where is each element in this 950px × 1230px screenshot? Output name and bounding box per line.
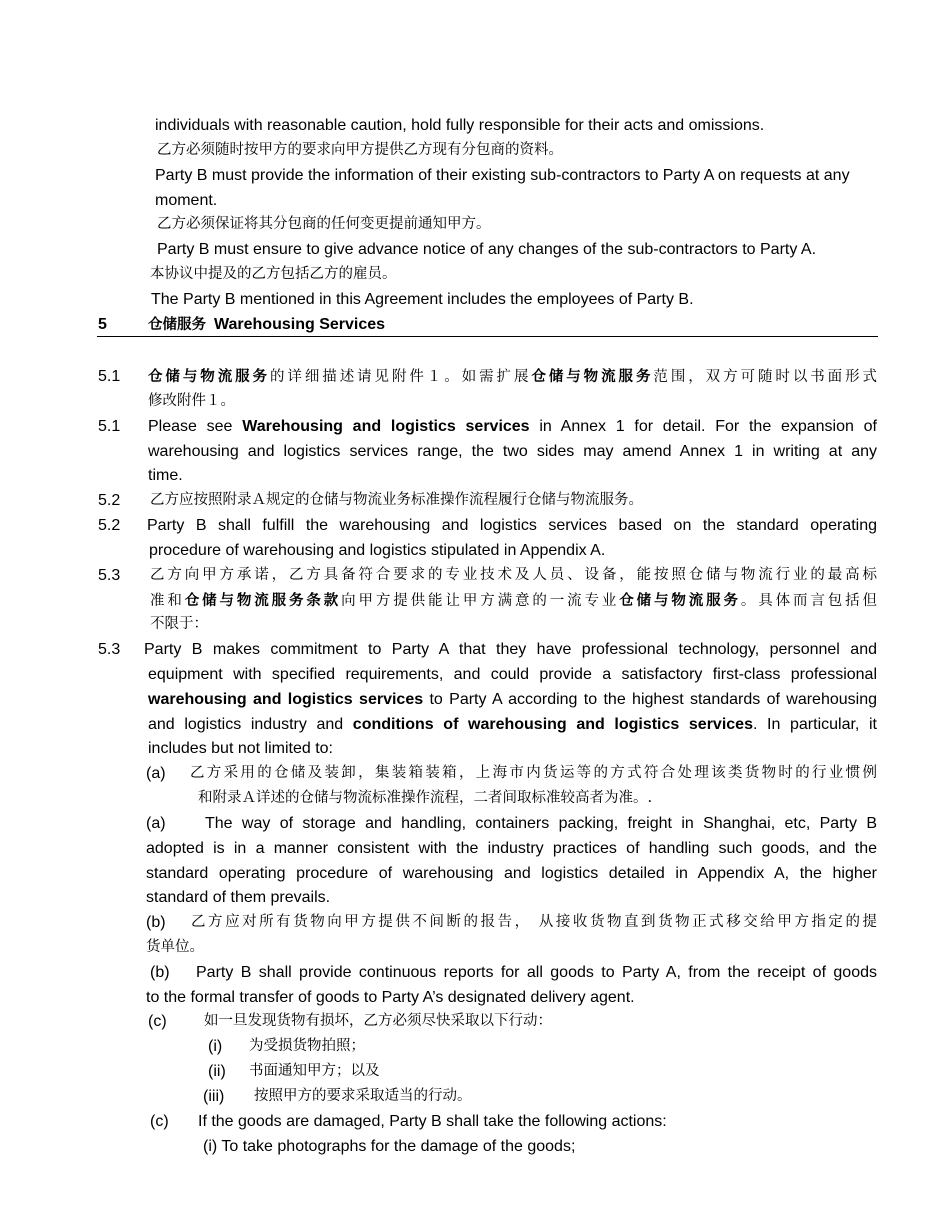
item-text: 货单位。 (146, 939, 204, 955)
item-label: (a) (146, 815, 166, 832)
bold-term: 仓储与物流服务 (619, 592, 741, 609)
item-text: If the goods are damaged, Party B shall take the following actions: (198, 1113, 667, 1130)
clause-text-part: 范围，双方可随时以书面形式 (653, 369, 878, 385)
item-text: 如一旦发现货物有损坏，乙方必须尽快采取以下行动： (204, 1013, 552, 1029)
sub-item-text: 书面通知甲方；以及 (249, 1063, 380, 1079)
clause-text: warehousing and logistics services range, the two sides may amend Annex 1 in writing at any (148, 443, 877, 460)
clause-text: 修改附件１。 (148, 393, 235, 409)
item-text: standard operating procedure of warehousing and logistics detailed in Appendix A, the higher (146, 865, 877, 882)
clause-text: 乙方向甲方承诺，乙方具备符合要求的专业技术及人员、设备，能按照仓储与物流行业的最高标 (150, 567, 877, 583)
clause-text (148, 712, 877, 737)
sub-item-label: (i) (208, 1038, 223, 1055)
section-title-en: Warehousing Services (214, 316, 386, 333)
section-title (148, 312, 385, 337)
clause-text (148, 414, 877, 439)
clause-text: 不限于： (150, 616, 208, 632)
clause-text-part: . In particular, it (752, 716, 877, 733)
item-text: 乙方采用的仓储及装卸，集装箱装箱，上海市内货运等的方式符合处理该类货物时的行业惯例 (190, 765, 877, 781)
bold-term: warehousing and logistics services (148, 691, 424, 708)
item-text: The way of storage and handling, containers packing, freight in Shanghai, etc, Party B (205, 815, 877, 832)
intro-line: moment. (155, 192, 218, 209)
item-label: (b) (146, 914, 166, 931)
intro-line: 乙方必须保证将其分包商的任何变更提前通知甲方。 (157, 216, 491, 232)
clause-text: 乙方应按照附录Ａ规定的仓储与物流业务标准操作流程履行仓储与物流服务。 (150, 492, 643, 508)
clause-text-part: and logistics industry and (148, 716, 353, 733)
section-rule (97, 336, 878, 337)
clause-text: time. (148, 467, 183, 484)
clause-text (148, 364, 877, 390)
intro-line: 乙方必须随时按甲方的要求向甲方提供乙方现有分包商的资料。 (157, 142, 563, 158)
item-text: adopted is in a manner consistent with the industry practices of handling such goods, and the (146, 840, 877, 857)
item-text: to the formal transfer of goods to Party A’s designated delivery agent. (146, 989, 635, 1006)
clause-text: includes but not limited to: (148, 740, 333, 757)
intro-line: The Party B mentioned in this Agreement includes the employees of Party B. (151, 291, 694, 308)
sub-item-text: 为受损货物拍照； (249, 1038, 365, 1054)
clause-text-part: 。具体而言包括但 (740, 593, 878, 609)
intro-line: individuals with reasonable caution, hold fully responsible for their acts and omissions. (155, 117, 765, 134)
bold-term: 仓储与物流服务 (531, 368, 654, 385)
clause-text-part: to Party A according to the highest standards of warehousing (423, 691, 878, 708)
clause-text: equipment with specified requirements, and could provide a satisfactory first-class professional (148, 666, 877, 683)
item-label: (c) (150, 1113, 169, 1130)
intro-line: Party B must ensure to give advance notice of any changes of the sub-contractors to Party A. (157, 241, 817, 258)
bold-term: conditions of warehousing and logistics services (352, 716, 753, 733)
clause-text-part: 的详细描述请见附件１。如需扩展 (270, 369, 532, 385)
bold-term: Warehousing and logistics services (242, 418, 530, 435)
item-label: (b) (150, 964, 170, 981)
clause-text-part: Please see (148, 418, 243, 435)
sub-item-text: (i) To take photographs for the damage of the goods; (203, 1138, 576, 1155)
item-text: 和附录Ａ详述的仓储与物流标准操作流程，二者间取标准较高者为准。. (198, 790, 653, 806)
sub-item-label: (iii) (203, 1088, 225, 1105)
clause-number: 5.1 (98, 368, 121, 385)
clause-number: 5.2 (98, 517, 121, 534)
item-text: standard of them prevails. (146, 889, 331, 906)
clause-text (148, 687, 877, 712)
clause-text-part: 准和 (150, 593, 185, 609)
clause-text (150, 588, 877, 614)
clause-number: 5.3 (98, 567, 121, 584)
intro-line: 本协议中提及的乙方包括乙方的雇员。 (150, 266, 397, 282)
section-title-zh: 仓储服务 (148, 316, 206, 333)
item-label: (c) (148, 1013, 167, 1030)
clause-text-part: in Annex 1 for detail. For the expansion of (529, 418, 877, 435)
clause-number: 5.1 (98, 418, 121, 435)
item-text: 乙方应对所有货物向甲方提供不间断的报告， 从接收货物直到货物正式移交给甲方指定的提 (191, 914, 877, 930)
clause-text-part: 向甲方提供能让甲方满意的一流专业 (341, 593, 620, 609)
intro-line: Party B must provide the information of their existing sub-contractors to Party A on requests at any (155, 167, 850, 184)
bold-term: 仓储与物流服务条款 (184, 592, 342, 609)
sub-item-label: (ii) (208, 1063, 226, 1080)
item-label: (a) (146, 765, 166, 782)
clause-text: Party B shall fulfill the warehousing and logistics services based on the standard operating (147, 517, 877, 534)
section-number: 5 (98, 316, 107, 333)
bold-term: 仓储与物流服务 (148, 368, 270, 385)
clause-text: procedure of warehousing and logistics stipulated in Appendix A. (149, 542, 606, 559)
clause-number: 5.2 (98, 492, 121, 509)
sub-item-text: 按照甲方的要求采取适当的行动。 (254, 1088, 472, 1104)
item-text: Party B shall provide continuous reports for all goods to Party A, from the receipt of goods (196, 964, 877, 981)
clause-text: Party B makes commitment to Party A that they have professional technology, personnel and (144, 641, 877, 658)
clause-number: 5.3 (98, 641, 121, 658)
